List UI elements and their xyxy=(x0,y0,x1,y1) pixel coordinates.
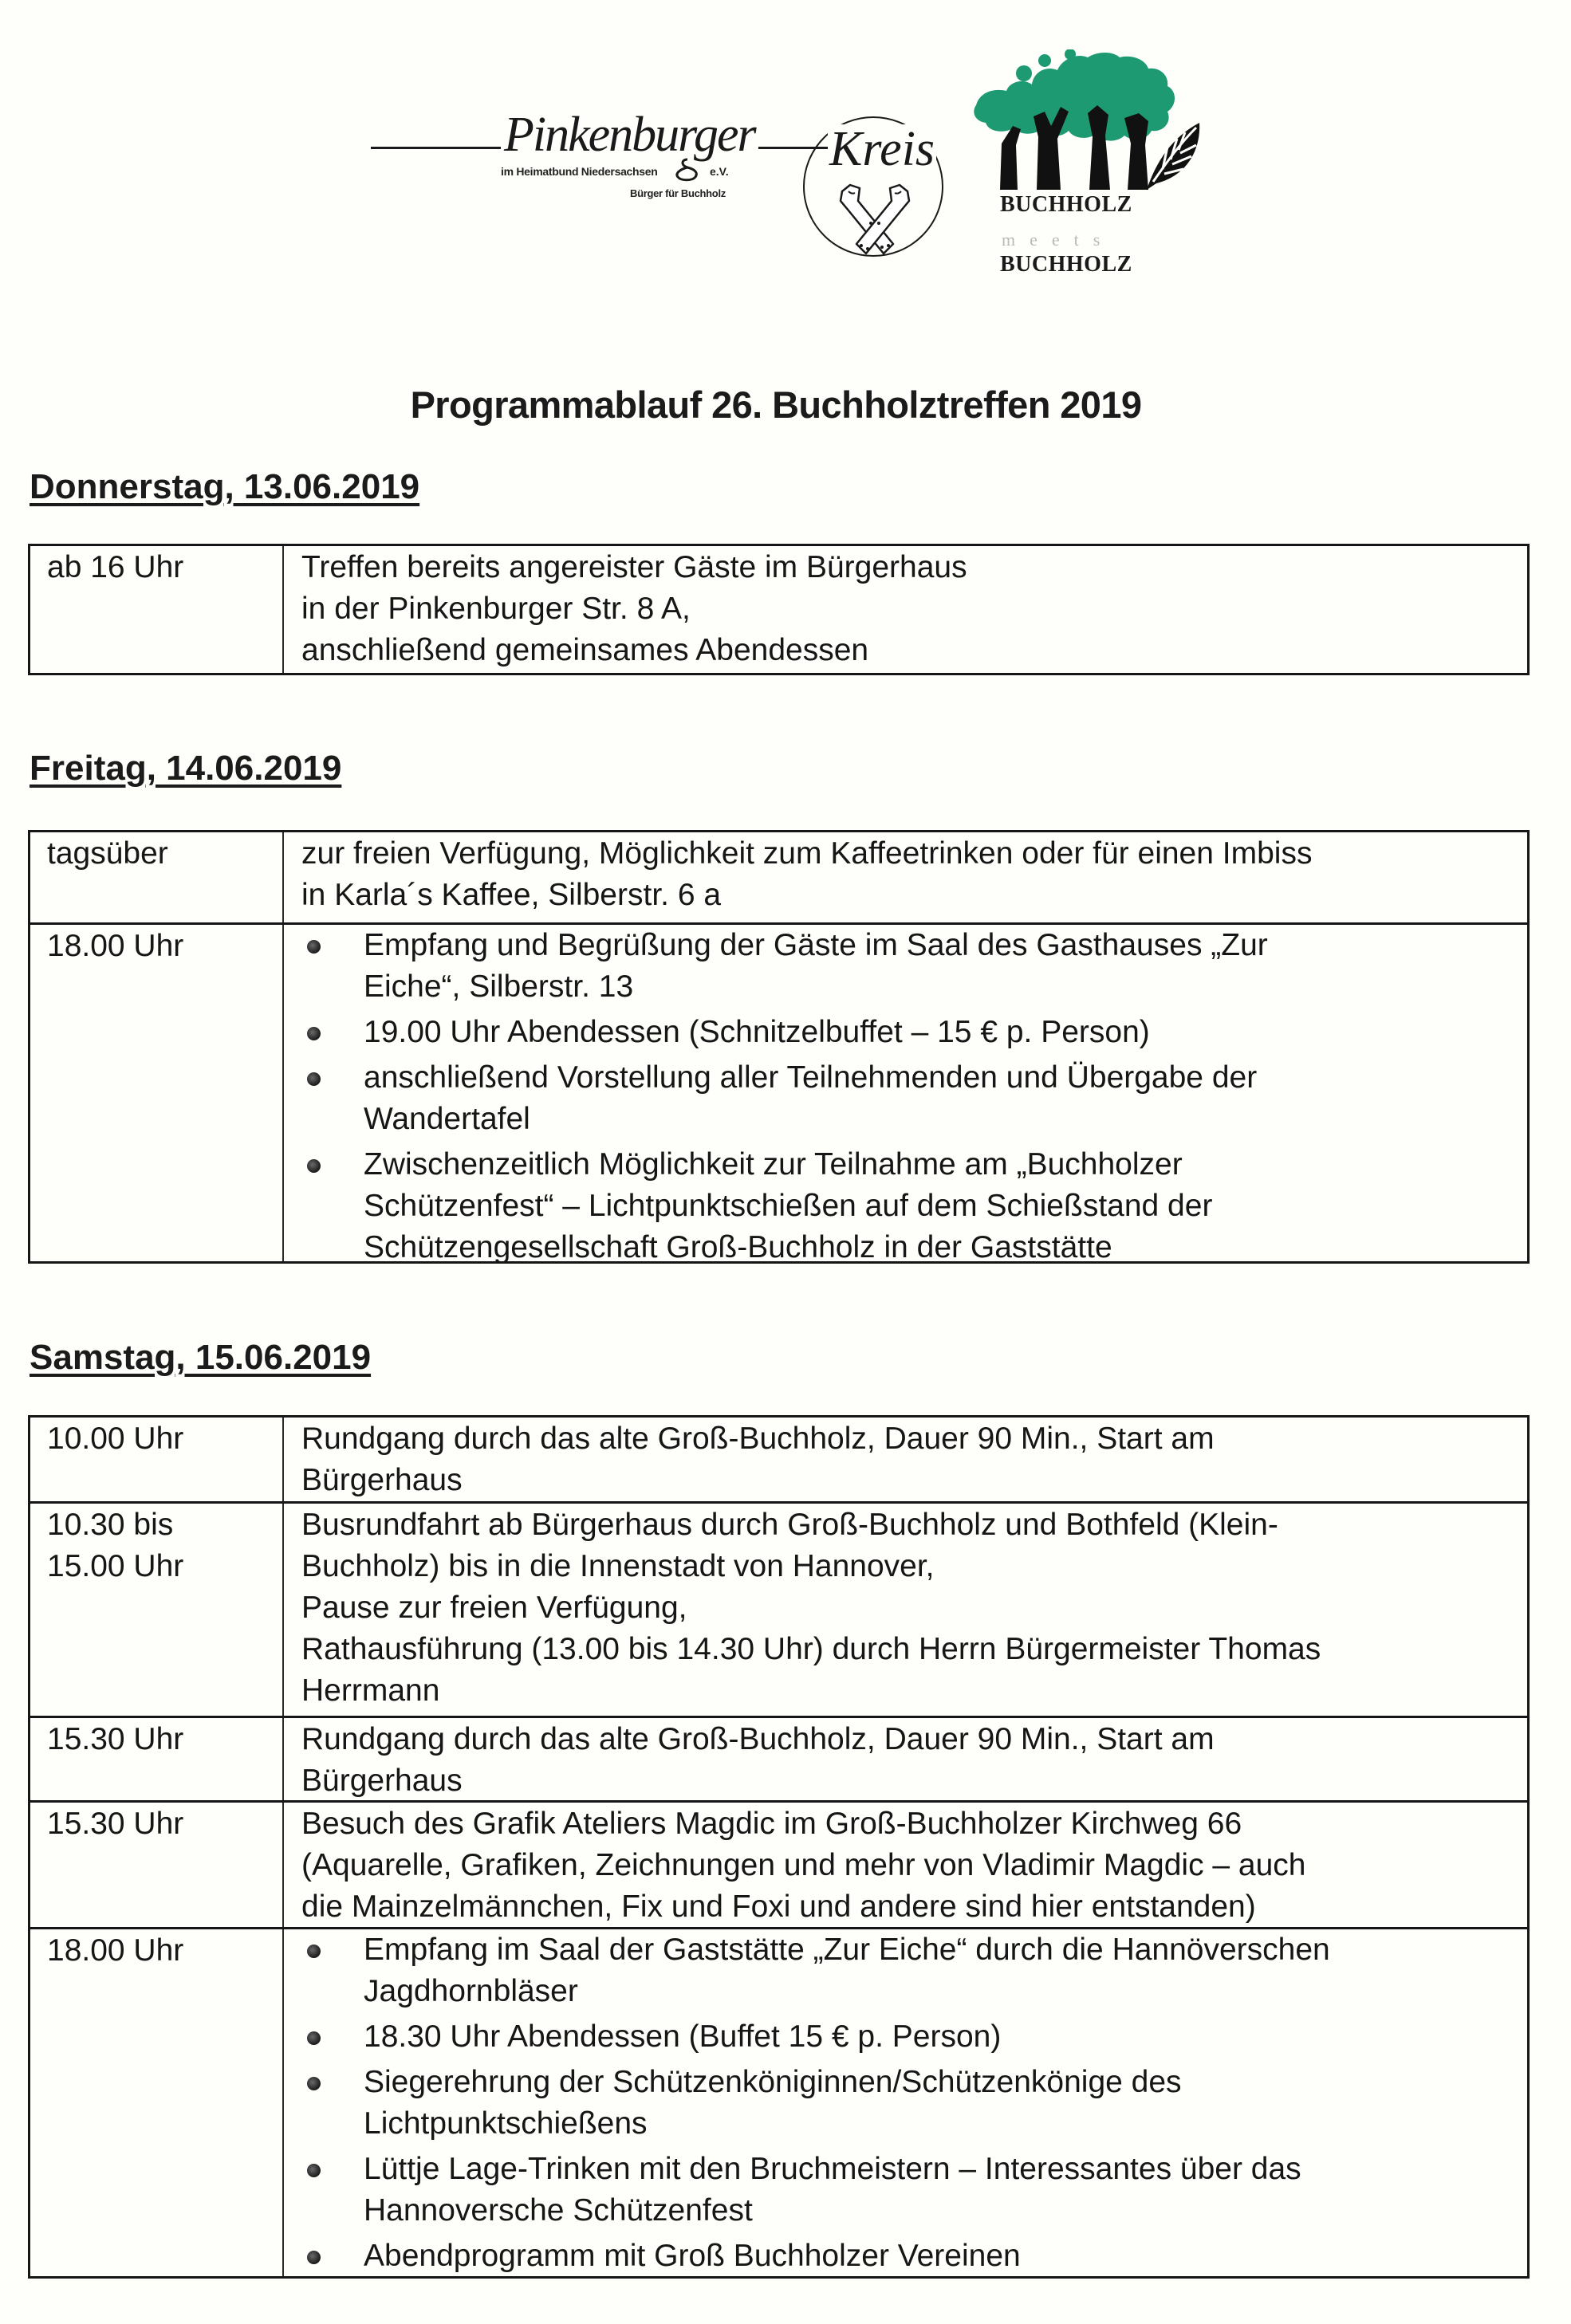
bullet-item xyxy=(301,2016,1518,2058)
bullet-item xyxy=(301,925,1518,1008)
bullet-line: Empfang und Begrüßung der Gäste im Saal des Gasthauses „Zur xyxy=(364,928,1268,962)
description-line: Rundgang durch das alte Groß-Buchholz, Dauer 90 Min., Start am xyxy=(301,1422,1215,1456)
time-cell xyxy=(30,1929,284,2276)
time-cell xyxy=(30,832,284,922)
table-row xyxy=(30,1501,1527,1716)
time-text: 18.00 Uhr xyxy=(47,929,184,963)
description-cell xyxy=(284,546,1527,673)
meets-text: meets xyxy=(1002,230,1115,250)
bullet-icon xyxy=(307,940,321,954)
bullet-line: Wandertafel xyxy=(364,1102,530,1136)
buchholz-text-bottom: BUCHHOLZ xyxy=(1000,252,1132,277)
bullet-item xyxy=(301,2236,1518,2277)
bullet-icon xyxy=(307,2251,321,2264)
table-row xyxy=(30,1800,1527,1927)
time-cell xyxy=(30,1504,284,1716)
bullet-line: Empfang im Saal der Gaststätte „Zur Eiche“ durch die Hannöverschen xyxy=(364,1933,1330,1967)
day-heading-donnerstag: Donnerstag, 13.06.2019 xyxy=(30,467,420,506)
description-cell xyxy=(284,1504,1527,1716)
description-cell xyxy=(284,925,1527,1264)
description-cell xyxy=(284,1418,1527,1501)
description-cell xyxy=(284,1718,1527,1800)
buchholz-text-top: BUCHHOLZ xyxy=(1000,192,1132,217)
description-line: die Mainzelmännchen, Fix und Foxi und andere sind hier entstanden) xyxy=(301,1889,1256,1924)
time-text: 18.00 Uhr xyxy=(47,1933,184,1968)
bullet-item xyxy=(301,1012,1518,1053)
description-line: Herrmann xyxy=(301,1673,440,1708)
time-text: ab 16 Uhr xyxy=(47,550,184,584)
bullet-line: Siegerehrung der Schützenköniginnen/Schützenkönige des xyxy=(364,2065,1182,2099)
time-cell xyxy=(30,1803,284,1927)
description-line: Besuch des Grafik Ateliers Magdic im Groß-Buchholzer Kirchweg 66 xyxy=(301,1807,1242,1841)
table-row xyxy=(30,546,1527,673)
bullet-item xyxy=(301,1929,1518,2012)
pinkenburger-tagline: Bürger für Buchholz xyxy=(630,187,726,199)
description-line: Buchholz) bis in die Innenstadt von Hannover, xyxy=(301,1549,935,1583)
bullet-icon xyxy=(307,2031,321,2045)
bullet-line: Schützenfest“ – Lichtpunktschießen auf dem Schießstand der xyxy=(364,1189,1213,1223)
day-heading-samstag: Samstag, 15.06.2019 xyxy=(30,1338,372,1377)
description-line: Rathausführung (13.00 bis 14.30 Uhr) durch Herrn Bürgermeister Thomas xyxy=(301,1632,1321,1666)
pinkenburger-wordmark: Pinkenburger xyxy=(501,110,758,159)
bullet-item xyxy=(301,2062,1518,2145)
description-line: in Karla´s Kaffee, Silberstr. 6 a xyxy=(301,878,722,912)
description-line: Bürgerhaus xyxy=(301,1463,463,1497)
table-row xyxy=(30,1418,1527,1501)
table-row xyxy=(30,832,1527,922)
table-row xyxy=(30,922,1527,1264)
bullet-icon xyxy=(307,2164,321,2177)
description-line: Pause zur freien Verfügung, xyxy=(301,1591,687,1625)
description-line: in der Pinkenburger Str. 8 A, xyxy=(301,592,691,626)
pinkenburger-subtitle: im Heimatbund Niedersachsen xyxy=(501,165,658,178)
bullet-icon xyxy=(307,1159,321,1173)
time-text: 10.00 Uhr xyxy=(47,1422,184,1456)
time-text: tagsüber xyxy=(47,836,168,871)
bullet-icon xyxy=(307,1945,321,1958)
bullet-line: Zwischenzeitlich Möglichkeit zur Teilnahme am „Buchholzer xyxy=(364,1147,1183,1182)
bullet-icon xyxy=(307,1027,321,1040)
table-row xyxy=(30,1716,1527,1800)
bullet-line: anschließend Vorstellung aller Teilnehmenden und Übergabe der xyxy=(364,1060,1258,1095)
bullet-icon xyxy=(307,2077,321,2090)
pinkenburger-ev: e.V. xyxy=(710,165,729,178)
page-title: Programmablauf 26. Buchholztreffen 2019 xyxy=(410,383,1142,426)
bullet-icon xyxy=(307,1072,321,1086)
bullet-line: Lüttje Lage-Trinken mit den Bruchmeistern – Interessantes über das xyxy=(364,2152,1301,2186)
tree-icon xyxy=(968,49,1207,193)
bullet-line: Eiche“, Silberstr. 13 xyxy=(364,969,634,1004)
description-line: zur freien Verfügung, Möglichkeit zum Kaffeetrinken oder für einen Imbiss xyxy=(301,836,1313,871)
bullet-item xyxy=(301,2149,1518,2232)
time-text: 15.30 Uhr xyxy=(47,1807,184,1841)
crossed-hands-icon xyxy=(831,177,919,257)
bullet-line: Hannoversche Schützenfest xyxy=(364,2193,753,2228)
description-line: (Aquarelle, Grafiken, Zeichnungen und mehr von Vladimir Magdic – auch xyxy=(301,1848,1306,1882)
time-cell xyxy=(30,925,284,1261)
bullet-line: Jagdhornbläser xyxy=(364,1974,578,2008)
time-text: 15.00 Uhr xyxy=(47,1549,184,1583)
time-cell xyxy=(30,1718,284,1800)
bullet-line: Schützengesellschaft Groß-Buchholz in der Gaststätte xyxy=(364,1230,1112,1264)
description-line: Rundgang durch das alte Groß-Buchholz, Dauer 90 Min., Start am xyxy=(301,1722,1215,1756)
table-row xyxy=(30,1927,1527,2276)
description-line: Busrundfahrt ab Bürgerhaus durch Groß-Buchholz und Bothfeld (Klein- xyxy=(301,1508,1278,1542)
description-line: Treffen bereits angereister Gäste im Bürgerhaus xyxy=(301,550,967,584)
description-cell xyxy=(284,1929,1527,2276)
description-cell xyxy=(284,1803,1527,1927)
schedule-table-samstag xyxy=(28,1415,1530,2279)
bullet-line: Lichtpunktschießens xyxy=(364,2106,648,2141)
description-line: Bürgerhaus xyxy=(301,1764,463,1798)
day-heading-freitag: Freitag, 14.06.2019 xyxy=(30,749,342,788)
schedule-table-freitag xyxy=(28,830,1530,1264)
time-text: 15.30 Uhr xyxy=(47,1722,184,1756)
knot-icon xyxy=(671,158,703,182)
bullet-line: Abendprogramm mit Groß Buchholzer Vereinen xyxy=(364,2239,1021,2273)
time-cell xyxy=(30,546,284,673)
schedule-table-donnerstag xyxy=(28,544,1530,675)
description-cell xyxy=(284,832,1527,922)
bullet-line: 19.00 Uhr Abendessen (Schnitzelbuffet – 15 € p. Person) xyxy=(364,1015,1150,1049)
description-line: anschließend gemeinsames Abendessen xyxy=(301,633,869,667)
kreis-wordmark: Kreis xyxy=(829,122,935,176)
bullet-item xyxy=(301,1057,1518,1140)
time-text: 10.30 bis xyxy=(47,1508,174,1542)
bullet-item xyxy=(301,1144,1518,1268)
bullet-line: 18.30 Uhr Abendessen (Buffet 15 € p. Person) xyxy=(364,2019,1002,2054)
time-cell xyxy=(30,1418,284,1501)
